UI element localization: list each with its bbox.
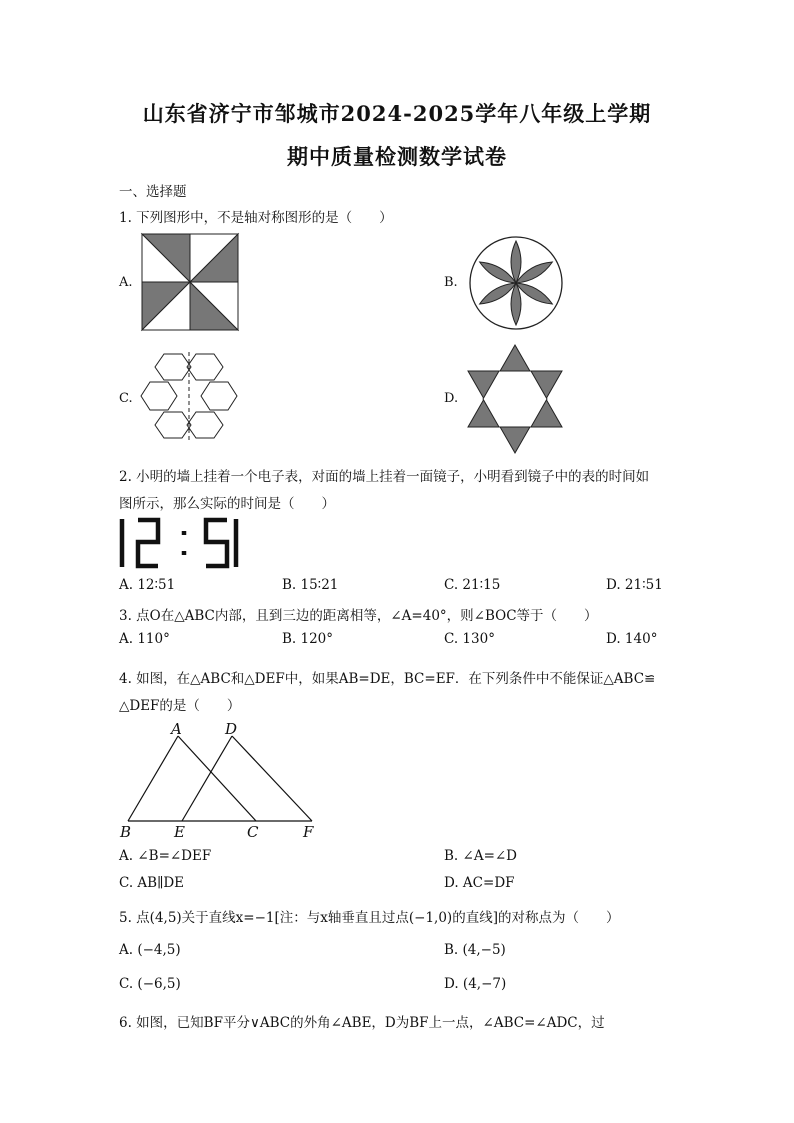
q2-stem-line2: 图所示，那么实际的时间是（ ） (119, 496, 335, 512)
q4-option-d: D. AC=DF (444, 875, 515, 891)
q3-option-c: C. 130° (444, 631, 495, 647)
point-label-a: A (171, 720, 182, 738)
q1-option-d-label: D. (444, 391, 459, 406)
point-label-c: C (247, 823, 259, 841)
q4-option-b: B. ∠A=∠D (444, 848, 518, 864)
hexagon-cluster-figure (140, 352, 238, 440)
q6-stem: 6. 如图，已知BF平分∨ABC的外角∠ABE，D为BF上一点，∠ABC=∠ADC，过 (119, 1015, 605, 1031)
q5-option-c: C. (−6,5) (119, 976, 181, 992)
q1-stem: 1. 下列图形中，不是轴对称图形的是（ ） (119, 210, 393, 226)
q1-option-a-label: A. (119, 275, 133, 290)
point-label-b: B (120, 823, 132, 841)
mirrored-clock-display (118, 517, 240, 569)
q5-option-b: B. (4,−5) (444, 942, 506, 958)
q3-option-b: B. 120° (282, 631, 334, 647)
q4-option-c: C. AB∥DE (119, 875, 185, 891)
point-label-d: D (225, 720, 238, 738)
q5-option-a: A. (−4,5) (119, 942, 181, 958)
hexagram-figure (466, 343, 564, 455)
q5-option-d: D. (4,−7) (444, 976, 507, 992)
q1-option-b-label: B. (444, 275, 458, 290)
q4-option-a: A. ∠B=∠DEF (119, 848, 212, 864)
paper-title-line1: 山东省济宁市邹城市2024-2025学年八年级上学期 (142, 101, 652, 126)
section-heading: 一、选择题 (119, 184, 187, 200)
flower-circle-figure (469, 236, 563, 330)
q2-option-c: C. 21∶15 (444, 577, 501, 593)
q3-option-a: A. 110° (119, 631, 170, 647)
q3-option-d: D. 140° (606, 631, 658, 647)
q2-option-d: D. 21∶51 (606, 577, 663, 593)
q1-option-c-label: C. (119, 391, 133, 406)
point-label-e: E (174, 823, 185, 841)
q2-stem-line1: 2. 小明的墙上挂着一个电子表，对面的墙上挂着一面镜子，小明看到镜子中的表的时间如 (119, 469, 650, 485)
pinwheel-figure (142, 234, 238, 330)
triangles-abc-def-figure (114, 718, 324, 840)
q2-option-b: B. 15∶21 (282, 577, 339, 593)
q4-stem-line1: 4. 如图，在△ABC和△DEF中，如果AB=DE，BC=EF．在下列条件中不能保证△ABC≌ (119, 671, 656, 687)
q5-stem: 5. 点(4,5)关于直线x=−1[注：与x轴垂直且过点(−1,0)的直线]的对称点为（ ） (119, 910, 620, 926)
q2-option-a: A. 12∶51 (119, 577, 176, 593)
point-label-f: F (303, 823, 314, 841)
paper-title-line2: 期中质量检测数学试卷 (287, 144, 507, 169)
q3-stem: 3. 点O在△ABC内部，且到三边的距离相等，∠A=40°，则∠BOC等于（ ） (119, 608, 598, 624)
q4-stem-line2: △DEF的是（ ） (119, 698, 241, 714)
